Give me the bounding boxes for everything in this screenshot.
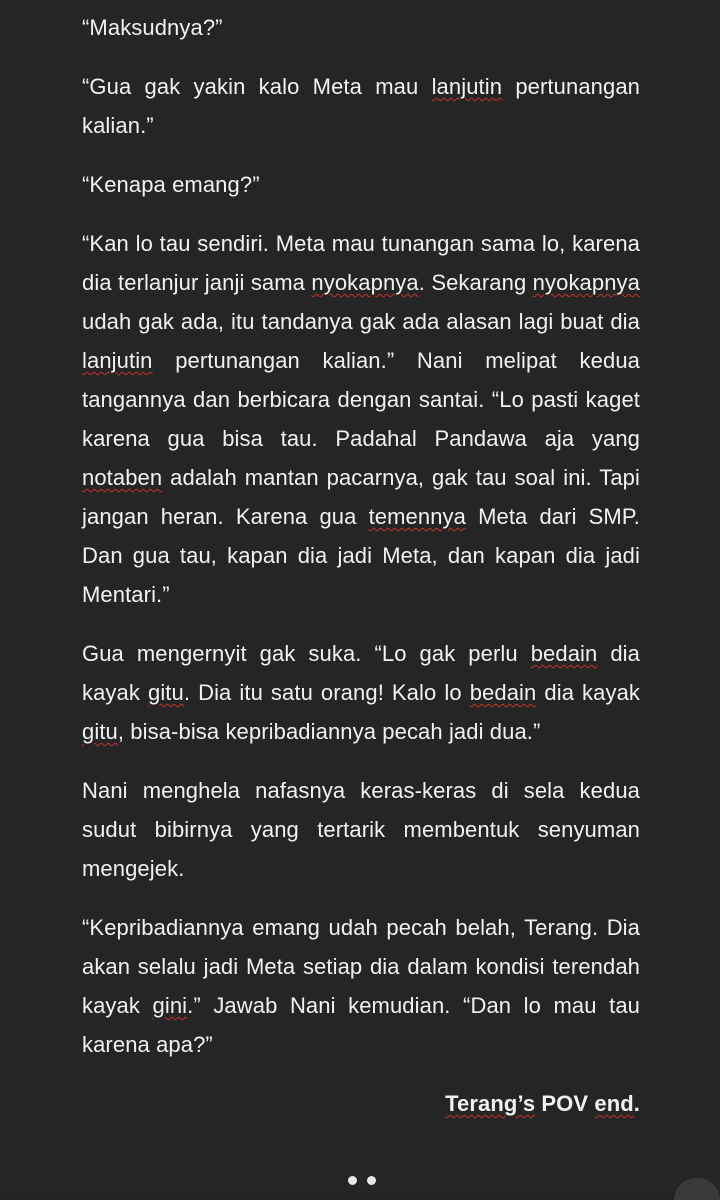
paragraph-6 [82,771,640,888]
document-body [82,0,640,1143]
spellcheck-flagged-word: nyokapnya [532,270,640,295]
paragraph-4 [82,224,640,614]
text-run: adalah mantan pacarnya, gak tau soal ini. Tapi jangan heran. Karena gua [82,465,640,529]
paragraph-5 [82,634,640,751]
spellcheck-flagged-word: bedain [530,641,598,666]
text-run: . Sekarang [418,270,533,295]
text-run: , bisa-bisa kepribadiannya pecah jadi dua.” [117,719,541,744]
text-run: Meta dari SMP. Dan gua tau, kapan dia jadi Meta, dan kapan dia jadi Mentari.” [82,504,640,607]
text-run: POV [535,1091,595,1116]
spellcheck-flagged-word: gitu [147,680,184,705]
spellcheck-flagged-word: notaben [82,465,163,490]
text-run: “Gua gak yakin kalo Meta mau [82,74,432,99]
paragraph-7 [82,908,640,1064]
text-run: .” Jawab Nani kemudian. “Dan lo mau tau karena apa?” [82,993,640,1057]
paragraph-1 [82,8,640,47]
text-run: . Dia itu satu orang! Kalo lo [183,680,470,705]
text-run: Nani menghela nafasnya keras-keras di sela kedua sudut bibirnya yang tertarik membentuk senyuman mengejek. [82,778,640,881]
paragraph-end-marker [82,1084,640,1123]
page-dot[interactable] [367,1176,376,1185]
spellcheck-flagged-word: gitu [82,719,118,744]
text-run: . [633,1091,640,1116]
text-run: “Maksudnya?” [82,15,223,40]
text-run: “Kenapa emang?” [82,172,260,197]
spellcheck-flagged-word: end [594,1091,634,1116]
spellcheck-flagged-word: lanjutin [82,348,153,373]
page-dot[interactable] [348,1176,357,1185]
spellcheck-flagged-word: temennya [368,504,466,529]
text-run: Gua mengernyit gak suka. “Lo gak perlu [82,641,531,666]
spellcheck-flagged-word: bedain [469,680,537,705]
spellcheck-flagged-word: lanjutin [431,74,503,99]
text-run: “Kepribadiannya emang udah pecah belah, Terang. Dia akan selalu jadi Meta setiap dia dalam kondisi terendah kayak [82,915,640,1018]
text-run: udah gak ada, itu tandanya gak ada alasan lagi buat dia [82,309,640,334]
page-indicator[interactable] [348,1176,376,1186]
text-run: dia kayak [536,680,641,705]
text-run: pertunangan kalian.” [82,74,640,138]
spellcheck-flagged-word: nyokapnya [311,270,419,295]
spellcheck-flagged-word: gini [152,993,188,1018]
text-run: pertunangan kalian.” Nani melipat kedua tangannya dan berbicara dengan santai. “Lo pasti kaget karena gua bisa tau. Padahal Pandawa aja yang [82,348,640,451]
paragraph-3 [82,165,640,204]
text-run: dia kayak [82,641,640,705]
text-run: “Kan lo tau sendiri. Meta mau tunangan sama lo, karena dia terlanjur janji sama [82,231,640,295]
paragraph-2 [82,67,640,145]
spellcheck-flagged-word: Terang’s [445,1091,536,1116]
